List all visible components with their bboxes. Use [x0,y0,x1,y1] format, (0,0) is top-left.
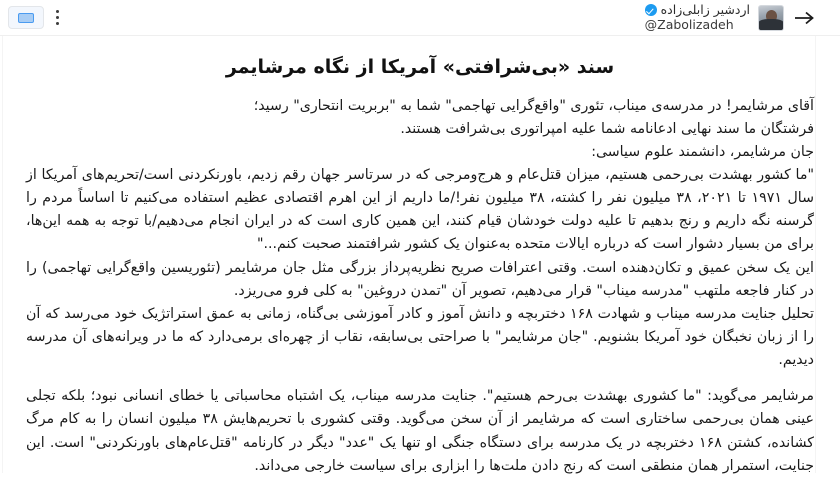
article-paragraph: تحلیل جنایت مدرسه میناب و شهادت ۱۶۸ دختربچه و دانش آموز و کادر آموزشی بی‌گناه، زمانی به عمق استراتژیک خود می‌رسد که آن را از زبان نخبگان خود آمریکا بشنویم. "جان مرشایمر" با صراحتی بی‌سابقه، نقاب از چهره‌ای برمی‌دارد که ما در ویرانه‌های آن مدرسه دیدیم. [26,305,814,369]
verified-badge-icon [645,4,657,16]
kebab-dot [56,22,59,25]
article-paragraph: مرشایمر می‌گوید: "ما کشوری بهشدت بی‌رحم هستیم". جنایت مدرسه میناب، یک اشتباه محاسباتی یا خطای انسانی نبود؛ بلکه تجلی عینی همان بی‌رحمی ساختاری است که مرشایمر از آن سخن می‌گوید. وقتی کشوری با تحریم‌هایش ۳۸ میلیون انسان را به کام مرگ کشانده، کشتن ۱۶۸ دختربچه در یک مدرسه برای دستگاه جنگی او تنها یک "عدد" دیگر در کارنامه "قتل‌عام‌های باورنکردنی" است. این جنایت، استمرار همان منطقی است که رنج دادن ملت‌ها را ابزاری برای سیاست خارجی می‌داند. [26,388,814,474]
forward-arrow-icon[interactable] [792,5,818,31]
reader-glyph [18,13,34,23]
article-paragraph: آقای مرشایمر! در مدرسه‌ی میناب، تئوری "واقع‌گرایی تهاجمی" شما به "بربریت انتحاری" رسید؛ [253,97,814,114]
article-content [0,36,840,478]
reader-mode-icon[interactable] [8,6,44,29]
account-block[interactable] [645,3,750,33]
kebab-dot [56,16,59,19]
account-names [645,3,750,33]
article-paragraph: فرشتگان ما سند نهایی ادعانامه شما علیه امپراتوری بی‌شرافت هستند. [400,120,814,137]
more-options-icon[interactable] [46,6,68,30]
header-account-group [645,3,830,33]
kebab-dot [56,10,59,13]
account-display-name: اردشیر زابلی‌زاده [660,1,750,17]
article-paragraph: جان مرشایمر، دانشمند علوم سیاسی: [591,143,814,160]
article-paragraph: این یک سخن عمیق و تکان‌دهنده است. وقتی اعترافات صریح نظریه‌پرداز بزرگی مثل جان مرشایمر (تئوریسین واقع‌گرایی تهاجمی) را در کنار فاجعه ملتهب "مدرسه میناب" قرار می‌دهیم، تصویر آن "تمدن دروغین" به کلی فرو می‌ریزد. [26,259,814,299]
header-tools-group [0,6,68,30]
page-title: سند «بی‌شرافتی» آمریکا از نگاه مرشایمر [225,56,615,78]
avatar[interactable] [758,5,784,31]
account-handle: @Zabolizadeh [644,16,734,32]
account-name-row [645,3,750,18]
article-paragraph: "ما کشور بهشدت بی‌رحمی هستیم، میزان قتل‌عام و هرج‌ومرجی که در سرتاسر جهان رقم زدیم، باورنکردنی است/تحریم‌های آمریکا از سال ۱۹۷۱ تا ۲۰۲۱، ۳۸ میلیون نفر را کشته، ۳۸ میلیون نفر!/ما داریم از این اهرم اقتصادی عظیم استفاده می‌کنیم تا اساساً مردم را گرسنه نگه داریم و رنج بدهیم تا علیه دولت خودشان قیام کنند، این همین کاری است که در ایران انجام می‌دهیم/با توجه به همه این‌ها، برای من بسیار دشوار است که درباره ایالات متحده به‌عنوان یک کشور شرافتمند صحبت کنم..." [26,167,815,253]
reader-header-bar [0,0,840,36]
